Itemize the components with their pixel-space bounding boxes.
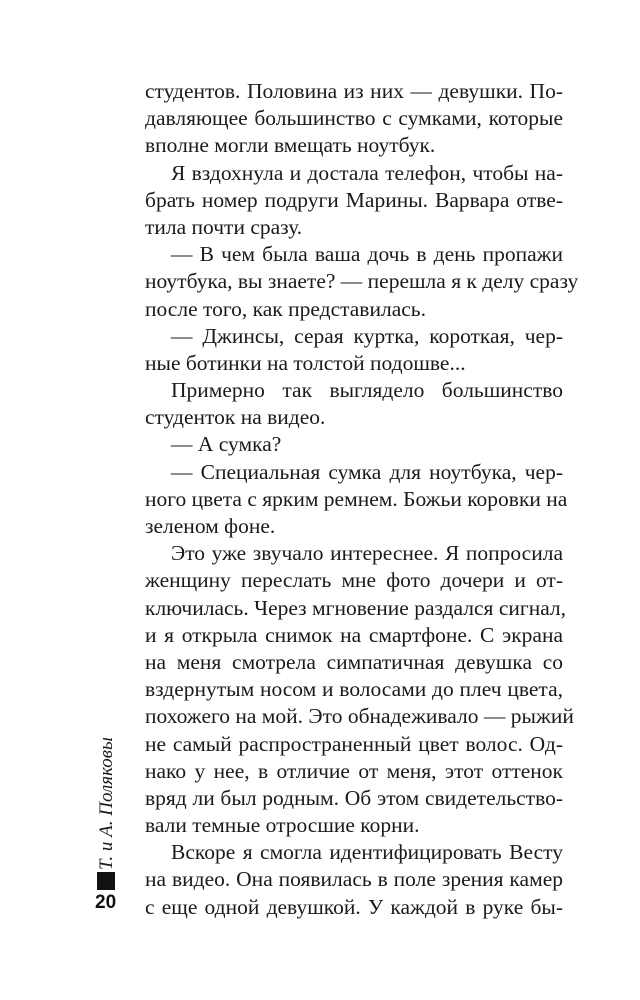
text-line: зеленом фоне. [145, 514, 276, 538]
text-line: тила почти сразу. [145, 214, 303, 239]
text-line: ноутбука, вы знаете? — перешла я к делу сразу [145, 269, 579, 294]
text-line: Я вздохнула и достала телефон, чтобы на- [171, 160, 563, 185]
text-line: после того, как представилась. [145, 296, 426, 321]
text-line: вполне могли вмещать ноутбук. [145, 133, 436, 158]
text-line: — В чем была ваша дочь в день пропажи [171, 242, 563, 267]
text-line: вряд ли был родным. Об этом свидетельство- [145, 785, 563, 810]
text-line: Примерно так выглядело большинство [171, 378, 563, 403]
running-head-author: Т. и А. Поляковы [96, 737, 117, 870]
text-line: брать номер подруги Марины. Варвара отве- [145, 187, 563, 212]
text-line: на меня смотрела симпатичная девушка со [145, 649, 563, 674]
text-line: Вскоре я смогла идентифицировать Весту [171, 840, 563, 865]
text-line: давляющее большинство с сумками, которые [145, 106, 563, 131]
body-text [145, 78, 579, 921]
text-line: похожего на мой. Это обнадеживало — рыжий [145, 704, 574, 729]
text-line: не самый распространенный цвет волос. Од- [145, 731, 563, 756]
text-line: студенток на видео. [145, 405, 326, 430]
text-line: — Джинсы, серая куртка, короткая, чер- [171, 323, 563, 348]
text-line: ного цвета с ярким ремнем. Божьи коровки на [145, 486, 568, 511]
text-line: ключилась. Через мгновение раздался сигнал, [145, 595, 567, 620]
text-line: нако у нее, в отличие от меня, этот оттенок [145, 758, 563, 783]
text-line: Это уже звучало интереснее. Я попросила [171, 541, 563, 566]
text-line: вали темные отросшие корни. [145, 813, 420, 838]
text-line: ные ботинки на толстой подошве... [145, 350, 466, 375]
text-line: с еще одной девушкой. У каждой в руке бы- [145, 894, 563, 919]
text-line: — Специальная сумка для ноутбука, чер- [171, 459, 563, 484]
text-line: женщину переслать мне фото дочери и от- [145, 568, 563, 593]
text-line: — А сумка? [171, 432, 282, 457]
text-line: на видео. Она появилась в поле зрения камер [145, 867, 563, 892]
text-line: и я открыла снимок на смартфоне. С экрана [145, 622, 563, 647]
text-line: вздернутым носом и волосами до плеч цвета, [145, 677, 563, 702]
page-number: 20 [95, 892, 117, 913]
running-head-marker [97, 872, 115, 890]
text-line: студентов. Половина из них — девушки. По- [145, 79, 563, 103]
